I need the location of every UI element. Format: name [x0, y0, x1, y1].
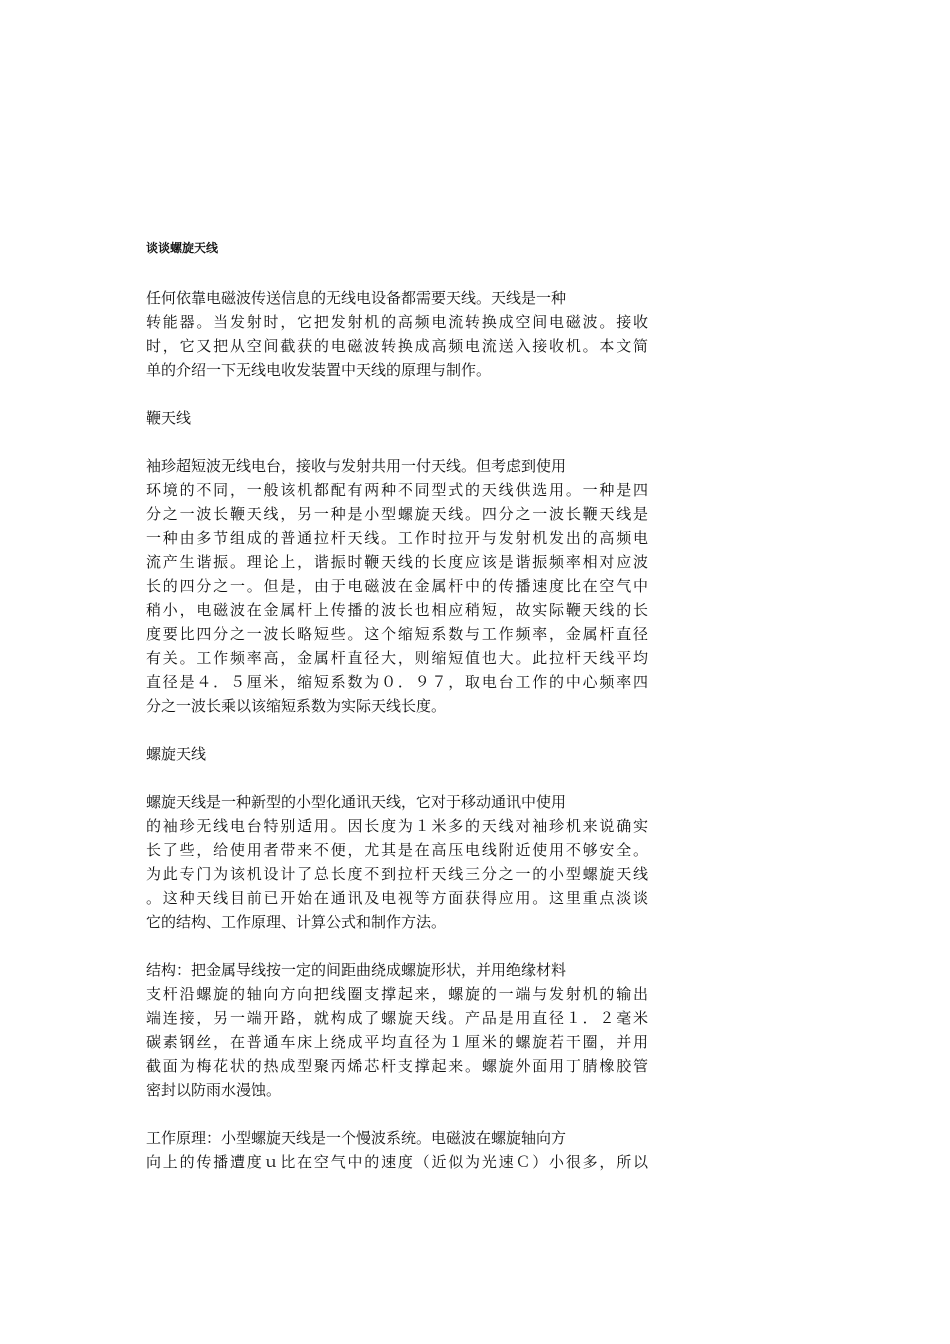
- intro-line: 任何依靠电磁波传送信息的无线电设备都需要天线。天线是一种: [146, 289, 567, 307]
- principle-paragraph: [146, 1126, 648, 1174]
- helical-line: 长了些，给使用者带来不便，尤其是在高压电线附近使用不够安全。: [146, 841, 648, 859]
- section-heading-whip-antenna: 鞭天线: [146, 409, 192, 427]
- intro-paragraph: [146, 286, 648, 382]
- whip-line: 直径是４．５厘米，缩短系数为０．９７，取电台工作的中心频率四: [146, 673, 648, 691]
- structure-paragraph: [146, 958, 648, 1102]
- helical-antenna-paragraph: [146, 790, 648, 934]
- structure-line: 结构：把金属导线按一定的间距曲绕成螺旋形状，并用绝缘材料: [146, 961, 567, 979]
- structure-line: 端连接，另一端开路，就构成了螺旋天线。产品是用直径１．２毫米: [146, 1009, 648, 1027]
- whip-line: 分之一波长乘以该缩短系数为实际天线长度。: [146, 697, 447, 715]
- intro-line: 时，它又把从空间截获的电磁波转换成高频电流送入接收机。本文简: [146, 337, 648, 355]
- helical-line: 螺旋天线是一种新型的小型化通讯天线，它对于移动通讯中使用: [146, 793, 567, 811]
- helical-line: 。这种天线目前已开始在通讯及电视等方面获得应用。这里重点淡谈: [146, 889, 648, 907]
- whip-line: 流产生谐振。理论上，谐振时鞭天线的长度应该是谐振频率相对应波: [146, 553, 648, 571]
- principle-line: 工作原理：小型螺旋天线是一个慢波系统。电磁波在螺旋轴向方: [146, 1129, 567, 1147]
- whip-line: 度要比四分之一波长略短些。这个缩短系数与工作频率，金属杆直径: [146, 625, 648, 643]
- helical-line: 它的结构、工作原理、计算公式和制作方法。: [146, 913, 447, 931]
- whip-line: 有关。工作频率高，金属杆直径大，则缩短值也大。此拉杆天线平均: [146, 649, 648, 667]
- intro-line: 转能器。当发射时，它把发射机的高频电流转换成空间电磁波。接收: [146, 313, 648, 331]
- helical-line: 为此专门为该机设计了总长度不到拉杆天线三分之一的小型螺旋天线: [146, 865, 648, 883]
- structure-line: 支杆沿螺旋的轴向方向把线圈支撑起来，螺旋的一端与发射机的输出: [146, 985, 648, 1003]
- helical-line: 的袖珍无线电台特别适用。因长度为１米多的天线对袖珍机来说确实: [146, 817, 648, 835]
- structure-line: 截面为梅花状的热成型聚丙烯芯杆支撑起来。螺旋外面用丁腈橡胶管: [146, 1057, 648, 1075]
- document-title: 谈谈螺旋天线: [146, 241, 219, 255]
- whip-line: 环境的不同，一般该机都配有两种不同型式的天线供选用。一种是四: [146, 481, 648, 499]
- document-page: [146, 236, 648, 1198]
- whip-line: 袖珍超短波无线电台，接收与发射共用一付天线。但考虑到使用: [146, 457, 567, 475]
- structure-line: 碳素钢丝，在普通车床上绕成平均直径为１厘米的螺旋若干圈，并用: [146, 1033, 648, 1051]
- whip-antenna-paragraph: [146, 454, 648, 718]
- whip-line: 分之一波长鞭天线，另一种是小型螺旋天线。四分之一波长鞭天线是: [146, 505, 648, 523]
- whip-line: 稍小，电磁波在金属杆上传播的波长也相应稍短，故实际鞭天线的长: [146, 601, 648, 619]
- whip-line: 一种由多节组成的普通拉杆天线。工作时拉开与发射机发出的高频电: [146, 529, 648, 547]
- structure-line: 密封以防雨水漫蚀。: [146, 1081, 282, 1099]
- principle-line: 向上的传播遭度ｕ比在空气中的速度（近似为光速Ｃ）小很多，所以: [146, 1153, 648, 1171]
- whip-line: 长的四分之一。但是，由于电磁波在金属杆中的传播速度比在空气中: [146, 577, 648, 595]
- intro-line: 单的介绍一下无线电收发装置中天线的原理与制作。: [146, 361, 492, 379]
- section-heading-helical-antenna: 螺旋天线: [146, 745, 207, 763]
